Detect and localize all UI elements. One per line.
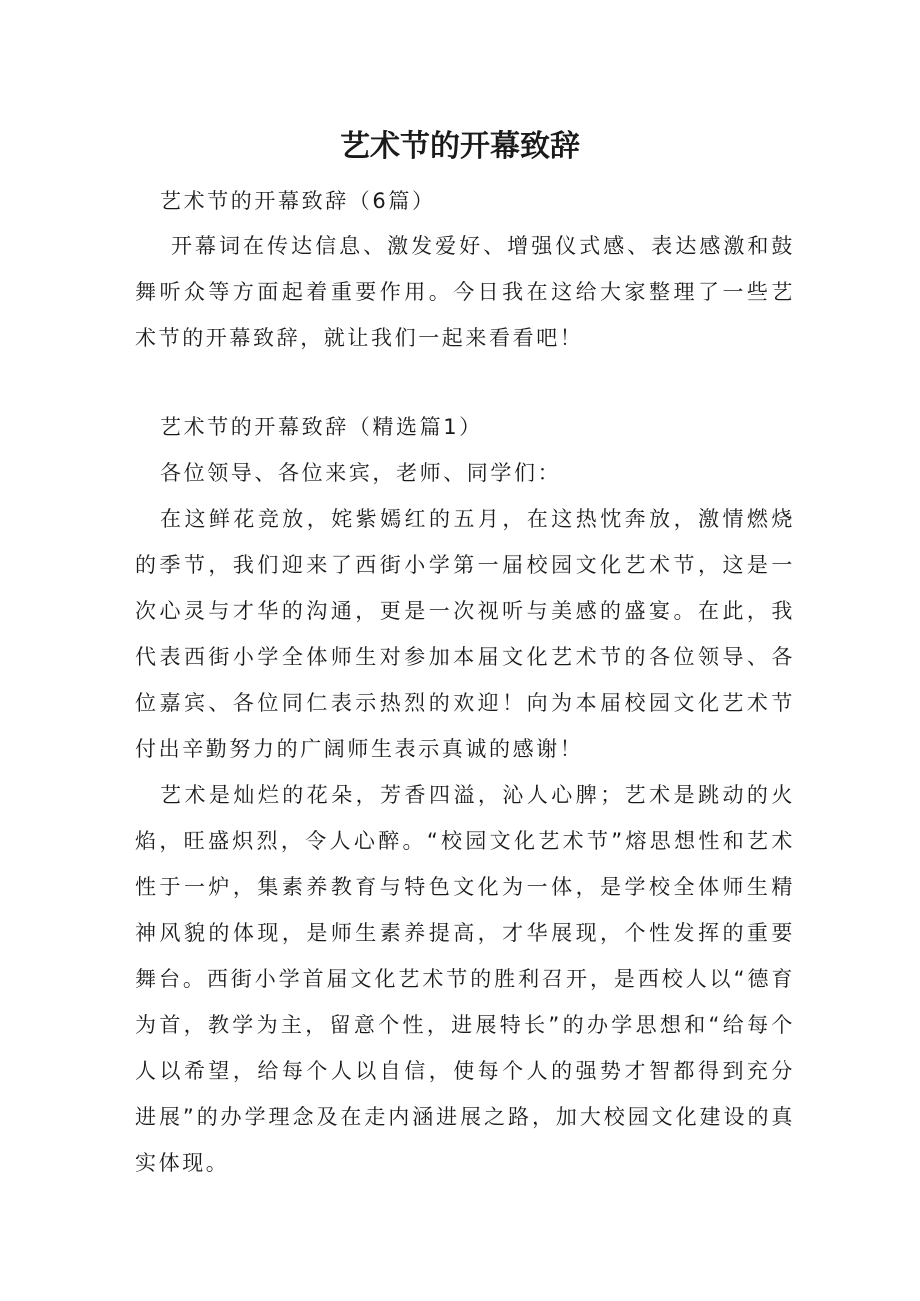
body-paragraph-2: 艺术是灿烂的花朵，芳香四溢，沁人心脾；艺术是跳动的火焰，旺盛炽烈，令人心醉。“校园文化艺术节”熔思想性和艺术性于一炉，集素养教育与特色文化为一体，是学校全体师生精神风貌的体现，是师生素养提高，才华展现，个性发挥的重要舞台。西街小学首届文化艺术节的胜利召开，是西校人以“德育为首，教学为主，留意个性，进展特长”的办学思想和“给每个人以希望，给每个人以自信，使每个人的强势才智都得到充分进展”的办学理念及在走内涵进展之路，加大校园文化建设的真实体现。 (135, 783, 795, 1175)
intro-paragraph: 开幕词在传达信息、激发爱好、增强仪式感、表达感激和鼓舞听众等方面起着重要作用。今日我在这给大家整理了一些艺术节的开幕致辞，就让我们一起来看看吧！ (135, 234, 795, 350)
document-title: 艺术节的开幕致辞 (340, 129, 580, 164)
salutation: 各位领导、各位来宾，老师、同学们： (160, 461, 562, 485)
body-paragraph-1: 在这鲜花竞放，姹紫嫣红的五月，在这热忱奔放，激情燃烧的季节，我们迎来了西街小学第一届校园文化艺术节，这是一次心灵与才华的沟通，更是一次视听与美感的盛宴。在此，我代表西街小学全体师生对参加本届文化艺术节的各位领导、各位嘉宾、各位同仁表示热烈的欢迎！向为本届校园文化艺术节付出辛勤努力的广阔师生表示真诚的感谢！ (135, 507, 795, 761)
section-heading: 艺术节的开幕致辞（精选篇1） (160, 415, 483, 439)
document-subtitle: 艺术节的开幕致辞（6篇） (160, 189, 436, 213)
